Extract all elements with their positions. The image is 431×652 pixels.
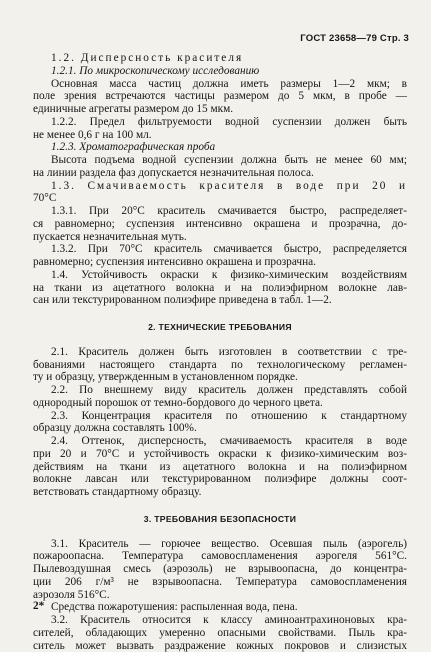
- text-line: образцу должна составлять 100%.: [33, 422, 407, 435]
- text-line: ветствовать стандартному образцу.: [33, 486, 407, 499]
- text-line: 1.3.1. При 20°С краситель смачивается быстро, распределяет-: [33, 205, 407, 218]
- text-line: сителей, обладающих умеренно опасными свойствами. Пыль кра-: [33, 627, 407, 640]
- text-line: 3.1. Краситель — горючее вещество. Осевшая пыль (аэрогель): [33, 538, 407, 551]
- section-heading-safety-requirements: 3. ТРЕБОВАНИЯ БЕЗОПАСНОСТИ: [33, 513, 407, 526]
- text-line: при 20 и 70°С и устойчивость окраски к физико-химическим воз-: [33, 448, 407, 461]
- text-line: Средства пожаротушения: распыленная вода, пена.: [33, 601, 407, 614]
- text-line: сан или текстурированном полиэфире приведена в табл. 1—2.: [33, 294, 407, 307]
- text-line: 2.2. По внешнему виду краситель должен представлять собой: [33, 384, 407, 397]
- text-line: 1.2.3. Хроматографическая проба: [33, 141, 407, 154]
- text-line: ту и образцу, утвержденным в установленном порядке.: [33, 371, 407, 384]
- text-line: 3.2. Краситель относится к классу аминоантрахиноновых кра-: [33, 614, 407, 627]
- signature-mark: 2*: [33, 600, 44, 612]
- text-line: 70°С: [33, 192, 407, 205]
- text-line: поле зрения встречаются частицы размером до 5 мкм, в пробе —: [33, 90, 407, 103]
- page-header: ГОСТ 23658—79 Стр. 3: [300, 33, 409, 44]
- text-line: ции 206 г/м³ не взрывоопасна. Температура самовоспламенения: [33, 576, 407, 589]
- text-line: 1.2.2. Предел фильтруемости водной суспензии должен быть: [33, 116, 407, 129]
- text-line: пожароопасна. Температура самовоспламенения аэрогеля 561°С.: [33, 550, 407, 563]
- text-line: аэрозоля 516°С.: [33, 589, 407, 602]
- text-line: единичные агрегаты размером до 15 мкм.: [33, 103, 407, 116]
- text-line: не менее 0,6 г на 100 мл.: [33, 129, 407, 142]
- text-line: ся равномерно; суспензия интенсивно окрашена и прозрачна, до-: [33, 218, 407, 231]
- text-line: на ткани из ацетатного волокна и на полиэфирном волокне лав-: [33, 282, 407, 295]
- section-1-text: [33, 52, 407, 307]
- text-line: равномерно; суспензия интенсивно окрашена и прозрачна.: [33, 256, 407, 269]
- text-line: 1.3. Смачиваемость красителя в воде при 20 и: [33, 180, 407, 193]
- section-heading-technical-requirements: 2. ТЕХНИЧЕСКИЕ ТРЕБОВАНИЯ: [33, 321, 407, 334]
- text-line: пускается незначительная муть.: [33, 231, 407, 244]
- text-line: 1.2. Дисперсность красителя: [33, 52, 407, 65]
- section-3-text: [33, 538, 407, 652]
- text-line: однородный порошок от темно-бордового до черного цвета.: [33, 397, 407, 410]
- text-line: 1.4. Устойчивость окраски к физико-химическим воздействиям: [33, 269, 407, 282]
- text-line: волокне лавсан или текстурированном полиэфире должны соот-: [33, 473, 407, 486]
- document-body: [33, 52, 407, 652]
- text-line: Основная масса частиц должна иметь размеры 1—2 мкм; в: [33, 78, 407, 91]
- text-line: 2.1. Краситель должен быть изготовлен в соответствии с тре-: [33, 346, 407, 359]
- text-line: 1.2.1. По микроскопическому исследованию: [33, 65, 407, 78]
- text-line: 2.4. Оттенок, дисперсность, смачиваемость красителя в воде: [33, 435, 407, 448]
- section-2-text: [33, 346, 407, 499]
- text-line: на линии раздела фаз допускается незначительная полоса.: [33, 167, 407, 180]
- text-line: Пылевоздушная смесь (аэрозоль) не взрывоопасна, до концентра-: [33, 563, 407, 576]
- text-line: бованиями настоящего стандарта по технологическому регламен-: [33, 359, 407, 372]
- text-line: Высота подъема водной суспензии должна быть не менее 60 мм;: [33, 154, 407, 167]
- text-line: 1.3.2. При 70°С краситель смачивается быстро, распределяется: [33, 243, 407, 256]
- text-line: действиям на ткани из ацетатного волокна и на полиэфирном: [33, 461, 407, 474]
- text-line: ситель может вызвать раздражение кожных покровов и слизистых: [33, 640, 407, 652]
- text-line: 2.3. Концентрация красителя по отношению к стандартному: [33, 410, 407, 423]
